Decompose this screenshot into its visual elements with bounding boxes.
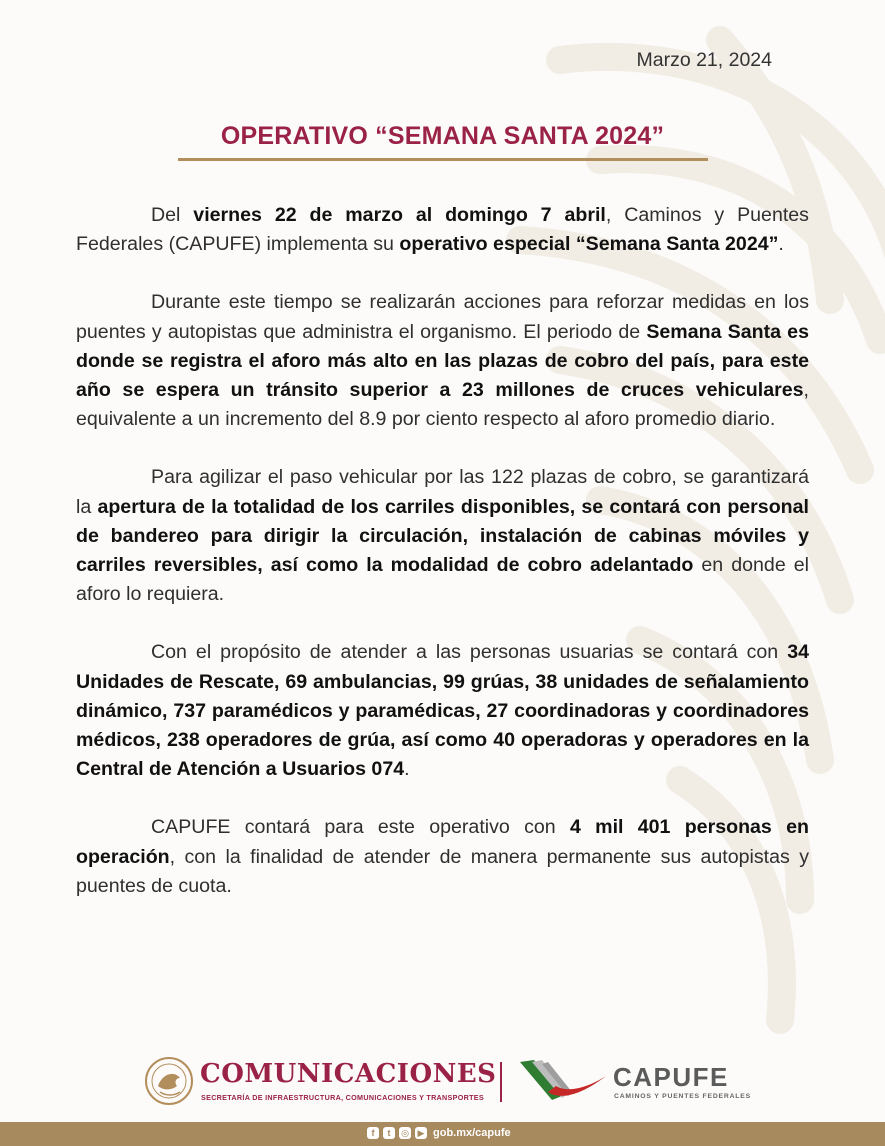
- text-run: , Caminos y Puentes Federales (CAPUFE) implementa su: [76, 204, 809, 256]
- youtube-icon[interactable]: ▶: [415, 1127, 427, 1139]
- bold-text: Semana Santa es donde se registra el aforo más alto en las plazas de cobro del país, para este año se espera un tránsito superior a 23 millones de cruces vehiculares: [76, 320, 809, 402]
- paragraph: [76, 463, 809, 609]
- twitter-icon[interactable]: t: [383, 1127, 395, 1139]
- paragraph: [76, 201, 809, 259]
- bold-text: apertura de la totalidad de los carriles disponibles, se contará con personal de bandereo para dirigir la circulación, instalación de cabinas móviles y carriles reversibles, así como la modalidad de cobro adelantado: [76, 495, 809, 577]
- text-run: CAPUFE contará para este operativo con: [151, 816, 570, 839]
- text-run: .: [404, 758, 410, 781]
- text-run: .: [778, 233, 784, 256]
- footer-url[interactable]: gob.mx/capufe: [433, 1127, 511, 1139]
- bold-text: 34 Unidades de Rescate, 69 ambulancias, 99 grúas, 38 unidades de señalamiento dinámico, 737 paramédicos y paramédicas, 27 coordinadoras y coordinadores médicos, 238 operadores de grúa, así como 40 operadoras y operadores en la Central de Atención a Usuarios 074: [76, 641, 809, 781]
- text-run: Con el propósito de atender a las personas usuarias se contará con: [151, 641, 788, 664]
- footer-logos: [0, 1052, 885, 1114]
- text-run: , equivalente a un incremento del 8.9 por ciento respecto al aforo promedio diario.: [76, 379, 809, 431]
- comunicaciones-logo-text: COMUNICACIONES: [200, 1059, 497, 1089]
- title-underline: [178, 158, 708, 161]
- comunicaciones-subtitle: SECRETARÍA DE INFRAESTRUCTURA, COMUNICACIONES Y TRANSPORTES: [201, 1093, 484, 1102]
- capufe-subtitle: CAMINOS Y PUENTES FEDERALES: [614, 1093, 751, 1100]
- text-run: Para agilizar el paso vehicular por las 122 plazas de cobro, se garantizará la: [76, 466, 809, 518]
- national-seal-icon: [144, 1056, 194, 1106]
- text-run: , con la finalidad de atender de manera permanente sus autopistas y puentes de cuota.: [76, 845, 809, 897]
- footer-bar: [0, 1122, 885, 1146]
- bold-text: operativo especial “Semana Santa 2024”: [399, 233, 779, 256]
- social-links: [367, 1127, 511, 1139]
- capufe-logo-icon: [518, 1056, 608, 1104]
- text-run: Del: [151, 204, 194, 226]
- capufe-logo-text: CAPUFE: [613, 1062, 729, 1092]
- paragraph: [76, 288, 809, 434]
- instagram-icon[interactable]: ◎: [399, 1127, 411, 1139]
- text-run: en donde el aforo lo requiera.: [76, 554, 809, 606]
- document-title: OPERATIVO “SEMANA SANTA 2024”: [220, 122, 665, 150]
- paragraph: [76, 638, 809, 784]
- document-date: Marzo 21, 2024: [636, 49, 772, 71]
- text-run: Durante este tiempo se realizarán acciones para reforzar medidas en los puentes y autopistas que administra el organismo. El periodo de: [76, 291, 809, 343]
- document-body: [76, 201, 809, 930]
- logo-divider: [500, 1062, 502, 1102]
- bold-text: viernes 22 de marzo al domingo 7 abril: [193, 204, 606, 226]
- bold-text: 4 mil 401 personas en operación: [76, 816, 809, 868]
- facebook-icon[interactable]: f: [367, 1127, 379, 1139]
- paragraph: [76, 813, 809, 901]
